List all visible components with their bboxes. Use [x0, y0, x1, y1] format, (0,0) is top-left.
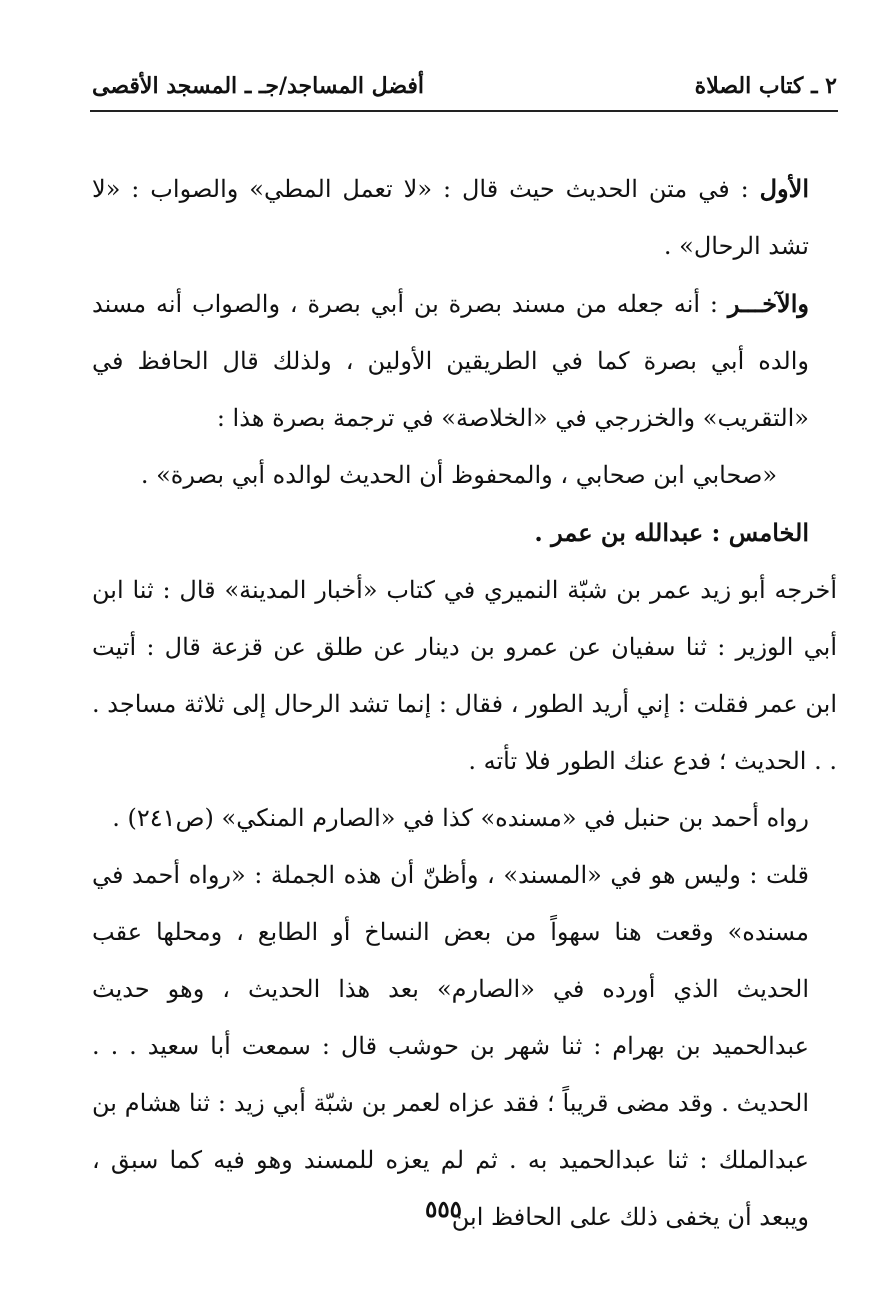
paragraph-first [92, 160, 837, 275]
paragraph-text: : أنه جعله من مسند بصرة بن أبي بصرة ، والصواب أنه مسند والده أبي بصرة كما في الطريقين الأولين ، ولذلك قال الحافظ في «التقريب» والخزرجي في «الخلاصة» في ترجمة بصرة هذا : [92, 290, 809, 432]
paragraph-text: قلت : وليس هو في «المسند» ، وأظنّ أن هذه الجملة : «رواه أحمد في مسنده» وقعت هنا سهواً من بعض النساخ أو الطابع ، ومحلها عقب الحديث الذي أورده في «الصارم» بعد هذا الحديث ، وهو حديث عبدالحميد بن بهرام : ثنا شهر بن حوشب قال : سمعت أبا سعيد . . . الحديث . وقد مضى قريباً ؛ فقد عزاه لعمر بن شبّة أبي زيد : ثنا هشام بن عبدالملك : ثنا عبدالحميد به . ثم لم يعزه للمسند وهو فيه كما سبق ، ويبعد أن يخفى ذلك على الحافظ ابن [92, 861, 809, 1231]
section-heading [92, 504, 837, 562]
paragraph-text: «صحابي ابن صحابي ، والمحفوظ أن الحديث لوالده أبي بصرة» . [140, 461, 777, 489]
paragraph-hadith [92, 562, 837, 790]
header-section: أفضل المساجد/جـ ـ المسجد الأقصى [92, 73, 425, 99]
paragraph-lead: والآخـــر [727, 289, 809, 318]
paragraph-second [92, 275, 837, 447]
paragraph-text: : في متن الحديث حيث قال : «لا تعمل المطي» والصواب : «لا تشد الرحال» . [92, 175, 809, 260]
page-number: ٥٥٥ [424, 1196, 463, 1223]
header-chapter: ٢ ـ كتاب الصلاة [694, 73, 837, 99]
paragraph-text: رواه أحمد بن حنبل في «مسنده» كذا في «الصارم المنكي» (ص٢٤١) . [112, 804, 809, 832]
paragraph-commentary [92, 847, 837, 1246]
header-divider [90, 110, 838, 112]
paragraph-text: أخرجه أبو زيد عمر بن شبّة النميري في كتاب «أخبار المدينة» قال : ثنا ابن أبي الوزير : ثنا سفيان عن عمرو بن دينار عن طلق عن قزعة قال : أتيت ابن عمر فقلت : إني أريد الطور ، فقال : إنما تشد الرحال إلى ثلاثة مساجد . . . الحديث ؛ فدع عنك الطور فلا تأته . [92, 576, 837, 775]
page-body [92, 160, 837, 1246]
paragraph-lead: الأول [759, 174, 809, 203]
paragraph-lead: الخامس : عبدالله بن عمر . [534, 518, 809, 547]
paragraph-quote [92, 447, 837, 504]
paragraph-reference [92, 790, 837, 847]
running-header [92, 66, 837, 106]
